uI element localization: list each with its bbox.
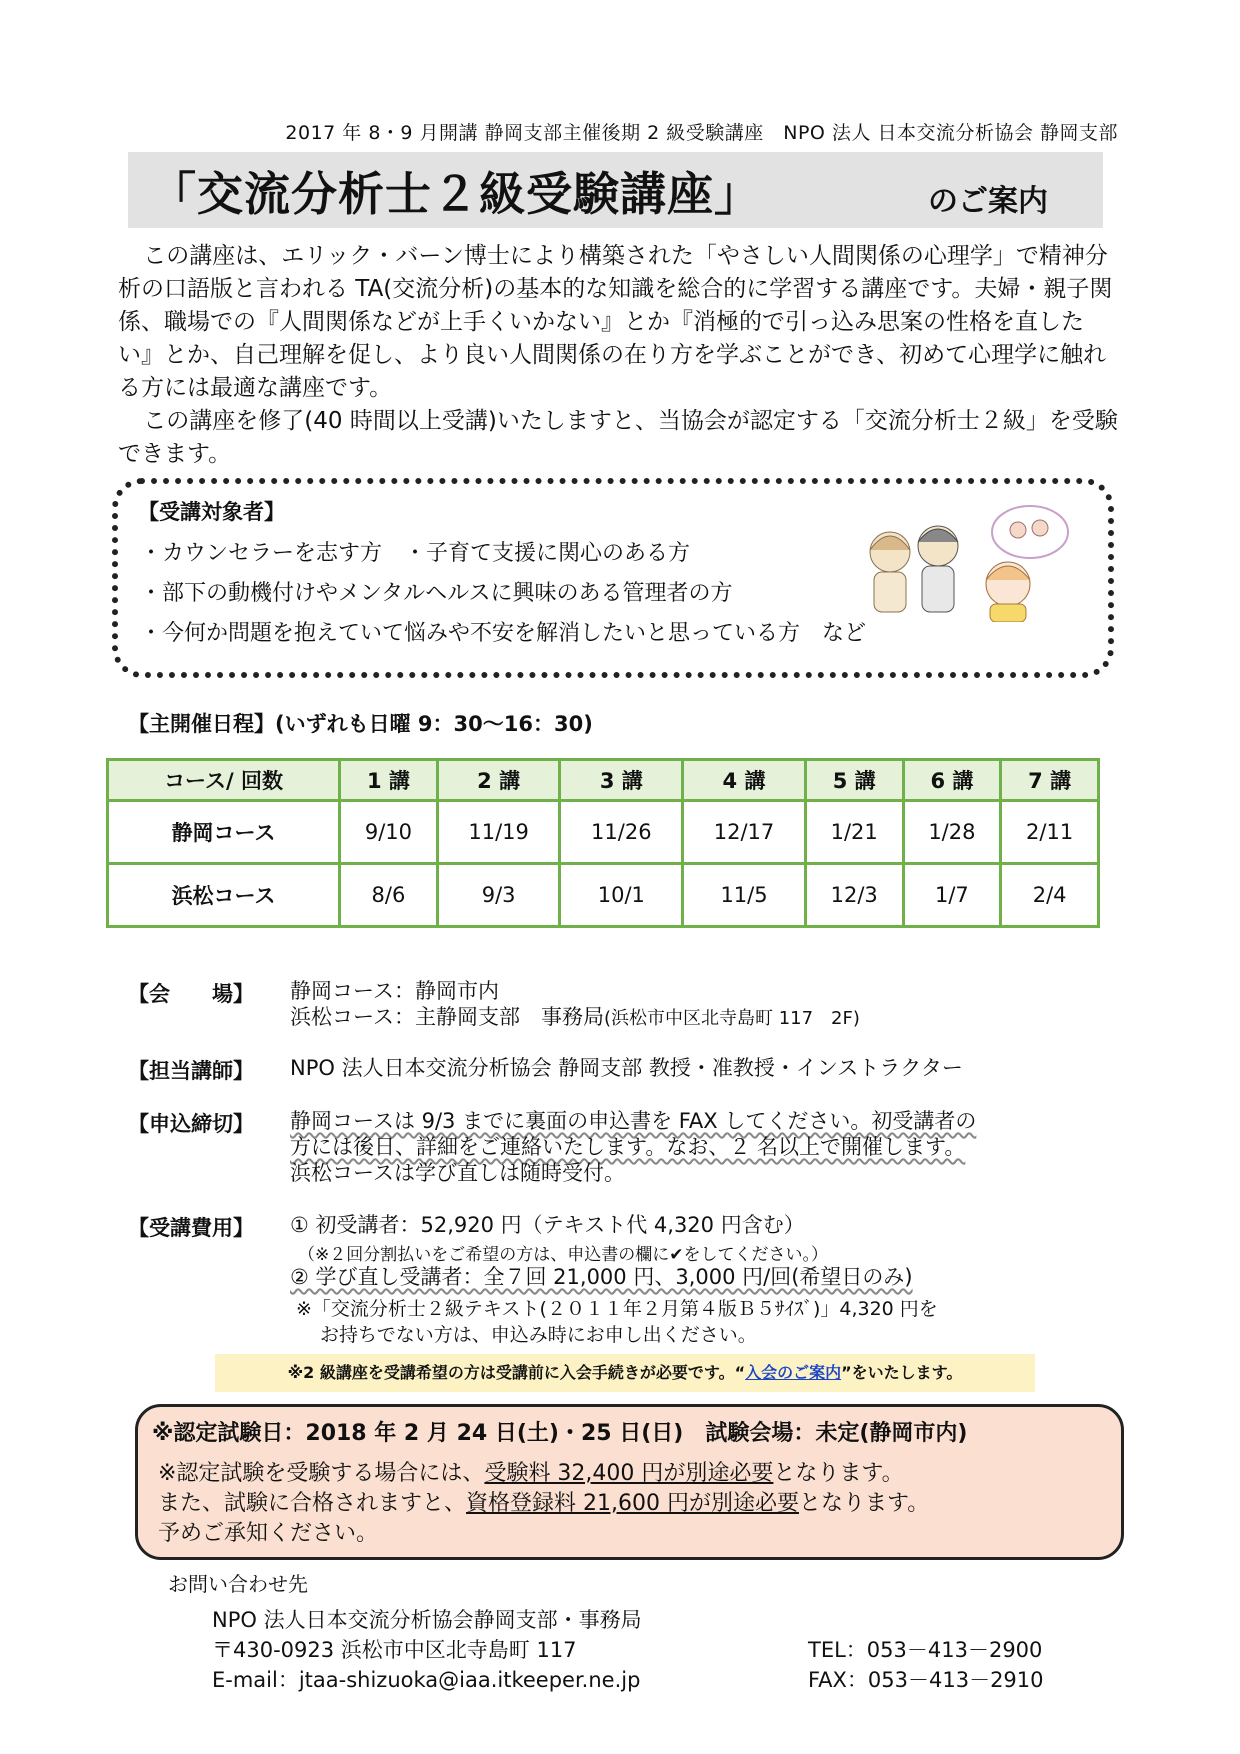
date-cell: 10/1	[560, 864, 683, 927]
instructor-value: NPO 法人日本交流分析協会 静岡支部 教授・准教授・インストラクター	[290, 1056, 963, 1080]
column-header: 7 講	[1001, 760, 1099, 801]
page-title: 「交流分析士２級受験講座」	[150, 167, 761, 221]
column-header: 1 講	[340, 760, 438, 801]
exam-text: また、試験に合格されますと、	[158, 1491, 467, 1516]
exam-text: となります。	[798, 1491, 930, 1516]
exam-line: 予めご承知ください。	[158, 1521, 379, 1546]
column-header: 2 講	[437, 760, 560, 801]
target-audience-item: ・今何か問題を抱えていて悩みや不安を解消したいと思っている方 など	[140, 621, 867, 646]
page-subtitle: のご案内	[928, 184, 1048, 219]
schedule-table	[106, 758, 1100, 928]
header-line: 2017 年 8・9 月開講 静岡支部主催後期 2 級受験講座 NPO 法人 日本交流分析協会 静岡支部	[285, 122, 1118, 144]
date-cell: 11/26	[560, 801, 683, 864]
intro-paragraph-2: この講座を修了(40 時間以上受講)いたしますと、当協会が認定する「交流分析士２級」を受験できます。	[118, 408, 1118, 467]
date-cell: 11/19	[437, 801, 560, 864]
fee-note: ※「交流分析士２級テキスト(２０１１年２月第４版Ｂ５ｻｲｽﾞ)」4,320 円を	[296, 1298, 938, 1320]
column-header: 6 講	[903, 760, 1001, 801]
venue-value	[290, 978, 860, 1032]
column-header: 5 講	[805, 760, 903, 801]
people-illustration	[860, 502, 1070, 622]
date-cell: 12/3	[805, 864, 903, 927]
contact-address: 〒430-0923 浜松市中区北寺島町 117	[212, 1638, 577, 1662]
contact-fax: FAX：053－413－2910	[808, 1668, 1044, 1692]
target-audience-heading: 【受講対象者】	[138, 500, 285, 524]
venue-course: 浜松コース：主静岡支部 事務局	[290, 1005, 604, 1029]
table-row	[108, 864, 1099, 927]
table-row	[108, 801, 1099, 864]
contact-heading: お問い合わせ先	[168, 1572, 308, 1596]
date-cell: 1/21	[805, 801, 903, 864]
fee-note: お持ちでない方は、申込み時にお申し出ください。	[320, 1324, 757, 1346]
fee-item-1-note: （※２回分割払いをご希望の方は、申込書の欄に✔をしてください。）	[298, 1245, 828, 1265]
fee-item-2: ② 学び直し受講者：全７回 21,000 円、3,000 円/回(希望日のみ)	[290, 1265, 913, 1289]
exam-fee: 受験料 32,400 円が別途必要	[484, 1461, 774, 1486]
table-header-row	[108, 760, 1099, 801]
exam-line	[158, 1486, 929, 1517]
membership-link[interactable]: 入会のご案内	[745, 1363, 842, 1382]
intro-paragraph-1: この講座は、エリック・バーン博士により構築された「やさしい人間関係の心理学」で精神分析の口語版と言われる TA(交流分析)の基本的な知識を総合的に学習する講座です。夫婦・親子関係、職場での『人間関係などが上手くいかない』とか『消極的で引っ込み思案の性格を直したい』とか、自己理解を促し、より良い人間関係の在り方を学ぶことができ、初めて心理学に触れる方には最適な講座です。	[118, 243, 1113, 401]
venue-label: 【会 場】	[128, 982, 254, 1006]
date-cell: 12/17	[683, 801, 806, 864]
fee-label: 【受講費用】	[128, 1216, 254, 1240]
target-audience-item: ・部下の動機付けやメンタルヘルスに興味のある管理者の方	[140, 581, 733, 606]
venue-line: 静岡コース：静岡市内	[290, 979, 499, 1003]
contact-org: NPO 法人日本交流分析協会静岡支部・事務局	[212, 1608, 642, 1632]
deadline-value	[290, 1108, 976, 1186]
venue-line	[290, 1004, 860, 1032]
deadline-label: 【申込締切】	[128, 1112, 254, 1136]
date-cell: 2/4	[1001, 864, 1099, 927]
date-cell: 11/5	[683, 864, 806, 927]
instructor-label: 【担当講師】	[128, 1059, 254, 1083]
date-cell: 2/11	[1001, 801, 1099, 864]
date-cell: 1/28	[903, 801, 1001, 864]
deadline-line: 方には後日、詳細をご連絡いたします。なお、２ 名以上で開催します。	[290, 1135, 966, 1159]
membership-notice	[215, 1354, 1035, 1392]
date-cell: 1/7	[903, 864, 1001, 927]
schedule-heading: 【主開催日程】(いずれも日曜 9：30～16：30)	[128, 712, 593, 736]
column-header: 3 講	[560, 760, 683, 801]
contact-email: E-mail：jtaa-shizuoka@iaa.itkeeper.ne.jp	[212, 1668, 641, 1692]
notice-text: ※2 級講座を受講希望の方は受講前に入会手続きが必要です。“	[287, 1363, 746, 1382]
intro-text	[118, 240, 1118, 471]
column-header: コース/ 回数	[108, 760, 340, 801]
venue-address: (浜松市中区北寺島町 117 2F)	[603, 1008, 860, 1029]
deadline-line: 浜松コースは学び直しは随時受付。	[290, 1161, 625, 1185]
contact-tel: TEL：053－413－2900	[808, 1638, 1043, 1662]
target-audience-item: ・カウンセラーを志す方 ・子育て支援に関心のある方	[140, 541, 691, 566]
deadline-line: 静岡コースは 9/3 までに裏面の申込書を FAX してください。初受講者の	[290, 1109, 977, 1133]
exam-heading: ※認定試験日：2018 年 2 月 24 日(土)・25 日(日) 試験会場：未定(静岡市内)	[152, 1421, 968, 1446]
date-cell: 9/10	[340, 801, 438, 864]
registration-fee: 資格登録料 21,600 円が別途必要	[466, 1491, 799, 1516]
exam-line	[158, 1456, 904, 1487]
date-cell: 9/3	[437, 864, 560, 927]
notice-text: ”をいたします。	[841, 1363, 963, 1382]
column-header: 4 講	[683, 760, 806, 801]
course-name: 浜松コース	[108, 864, 340, 927]
exam-text: ※認定試験を受験する場合には、	[158, 1461, 485, 1486]
course-name: 静岡コース	[108, 801, 340, 864]
exam-text: となります。	[773, 1461, 904, 1486]
date-cell: 8/6	[340, 864, 438, 927]
fee-item-1: ① 初受講者：52,920 円（テキスト代 4,320 円含む）	[290, 1213, 805, 1237]
